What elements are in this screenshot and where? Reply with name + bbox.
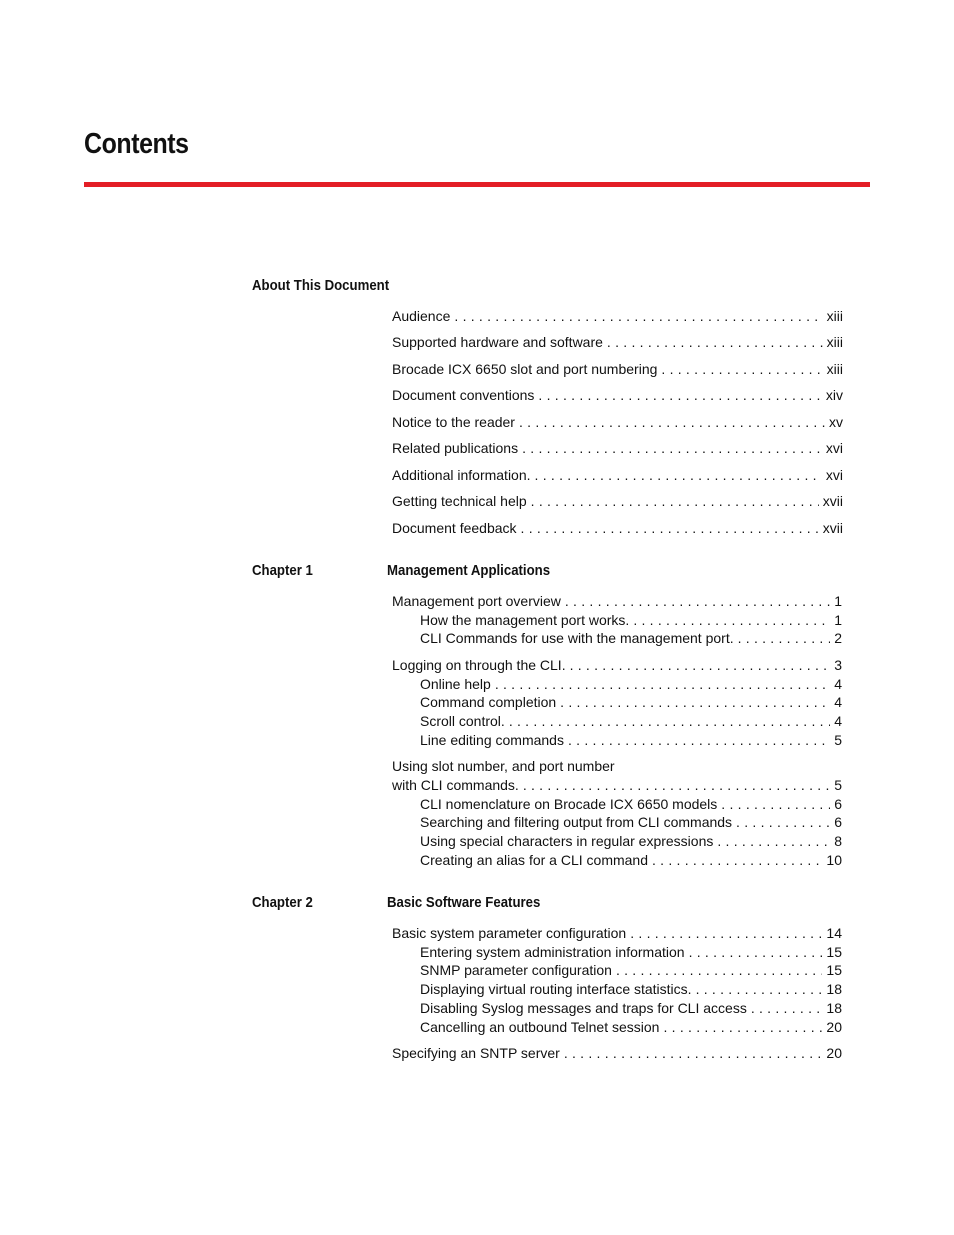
toc-entry-cli-alias[interactable]: Creating an alias for a CLI command . . . 10 <box>420 852 842 869</box>
toc-entry-disabling-syslog[interactable]: Disabling Syslog messages and traps for CLI access . . . 18 <box>420 1000 842 1017</box>
toc-entry-cli-nomenclature[interactable]: CLI nomenclature on Brocade ICX 6650 models . . . 6 <box>420 796 842 813</box>
chapter-1-label: Chapter 1 <box>252 562 313 579</box>
toc-entry-slot-port-cli[interactable]: with CLI commands. . . . 5 <box>392 777 842 794</box>
section-heading-about: About This Document <box>252 277 390 294</box>
toc-entry-notice-to-reader[interactable]: Notice to the reader . . . xv <box>392 414 843 431</box>
toc-entry-slot-port-line1[interactable]: Using slot number, and port number <box>392 758 615 774</box>
chapter-2-heading[interactable]: Basic Software Features <box>387 894 541 911</box>
toc-entry-sntp-server[interactable]: Specifying an SNTP server . . . 20 <box>392 1045 842 1062</box>
toc-entry-cli-management-port[interactable]: CLI Commands for use with the management port. . . . 2 <box>420 630 842 647</box>
toc-entry-command-completion[interactable]: Command completion . . . 4 <box>420 694 842 711</box>
chapter-1-heading[interactable]: Management Applications <box>387 562 551 579</box>
toc-entry-slot-port-numbering[interactable]: Brocade ICX 6650 slot and port numbering . . . xiii <box>392 361 843 378</box>
toc-entry-audience[interactable]: Audience . . . xiii <box>392 308 843 325</box>
toc-entry-additional-information[interactable]: Additional information. . . . xvi <box>392 467 843 484</box>
toc-entry-snmp-parameter[interactable]: SNMP parameter configuration . . . 15 <box>420 962 842 979</box>
toc-entry-virtual-routing-stats[interactable]: Displaying virtual routing interface statistics. . . . 18 <box>420 981 842 998</box>
toc-entry-management-port-works[interactable]: How the management port works. . . . 1 <box>420 612 842 629</box>
toc-entry-scroll-control[interactable]: Scroll control. . . . 4 <box>420 713 842 730</box>
toc-entry-cancelling-telnet[interactable]: Cancelling an outbound Telnet session . . . 20 <box>420 1019 842 1036</box>
title-divider <box>84 182 870 187</box>
toc-entry-management-port-overview[interactable]: Management port overview . . . 1 <box>392 593 842 610</box>
toc-entry-system-admin-info[interactable]: Entering system administration information . . . 15 <box>420 944 842 961</box>
toc-entry-line-editing[interactable]: Line editing commands . . . 5 <box>420 732 842 749</box>
toc-entry-basic-system-parameter[interactable]: Basic system parameter configuration . . . 14 <box>392 925 842 942</box>
toc-entry-document-feedback[interactable]: Document feedback . . . xvii <box>392 520 843 537</box>
toc-entry-logging-on-cli[interactable]: Logging on through the CLI. . . . 3 <box>392 657 842 674</box>
toc-entry-related-publications[interactable]: Related publications . . . xvi <box>392 440 843 457</box>
page-title: Contents <box>84 128 189 160</box>
chapter-2-label: Chapter 2 <box>252 894 313 911</box>
toc-entry-searching-filtering[interactable]: Searching and filtering output from CLI commands . . . 6 <box>420 814 842 831</box>
toc-entry-supported-hardware[interactable]: Supported hardware and software . . . xiii <box>392 334 843 351</box>
toc-entry-technical-help[interactable]: Getting technical help . . . xvii <box>392 493 843 510</box>
toc-entry-special-characters[interactable]: Using special characters in regular expressions . . . 8 <box>420 833 842 850</box>
toc-entry-document-conventions[interactable]: Document conventions . . . xiv <box>392 387 843 404</box>
toc-entry-online-help[interactable]: Online help . . . 4 <box>420 676 842 693</box>
